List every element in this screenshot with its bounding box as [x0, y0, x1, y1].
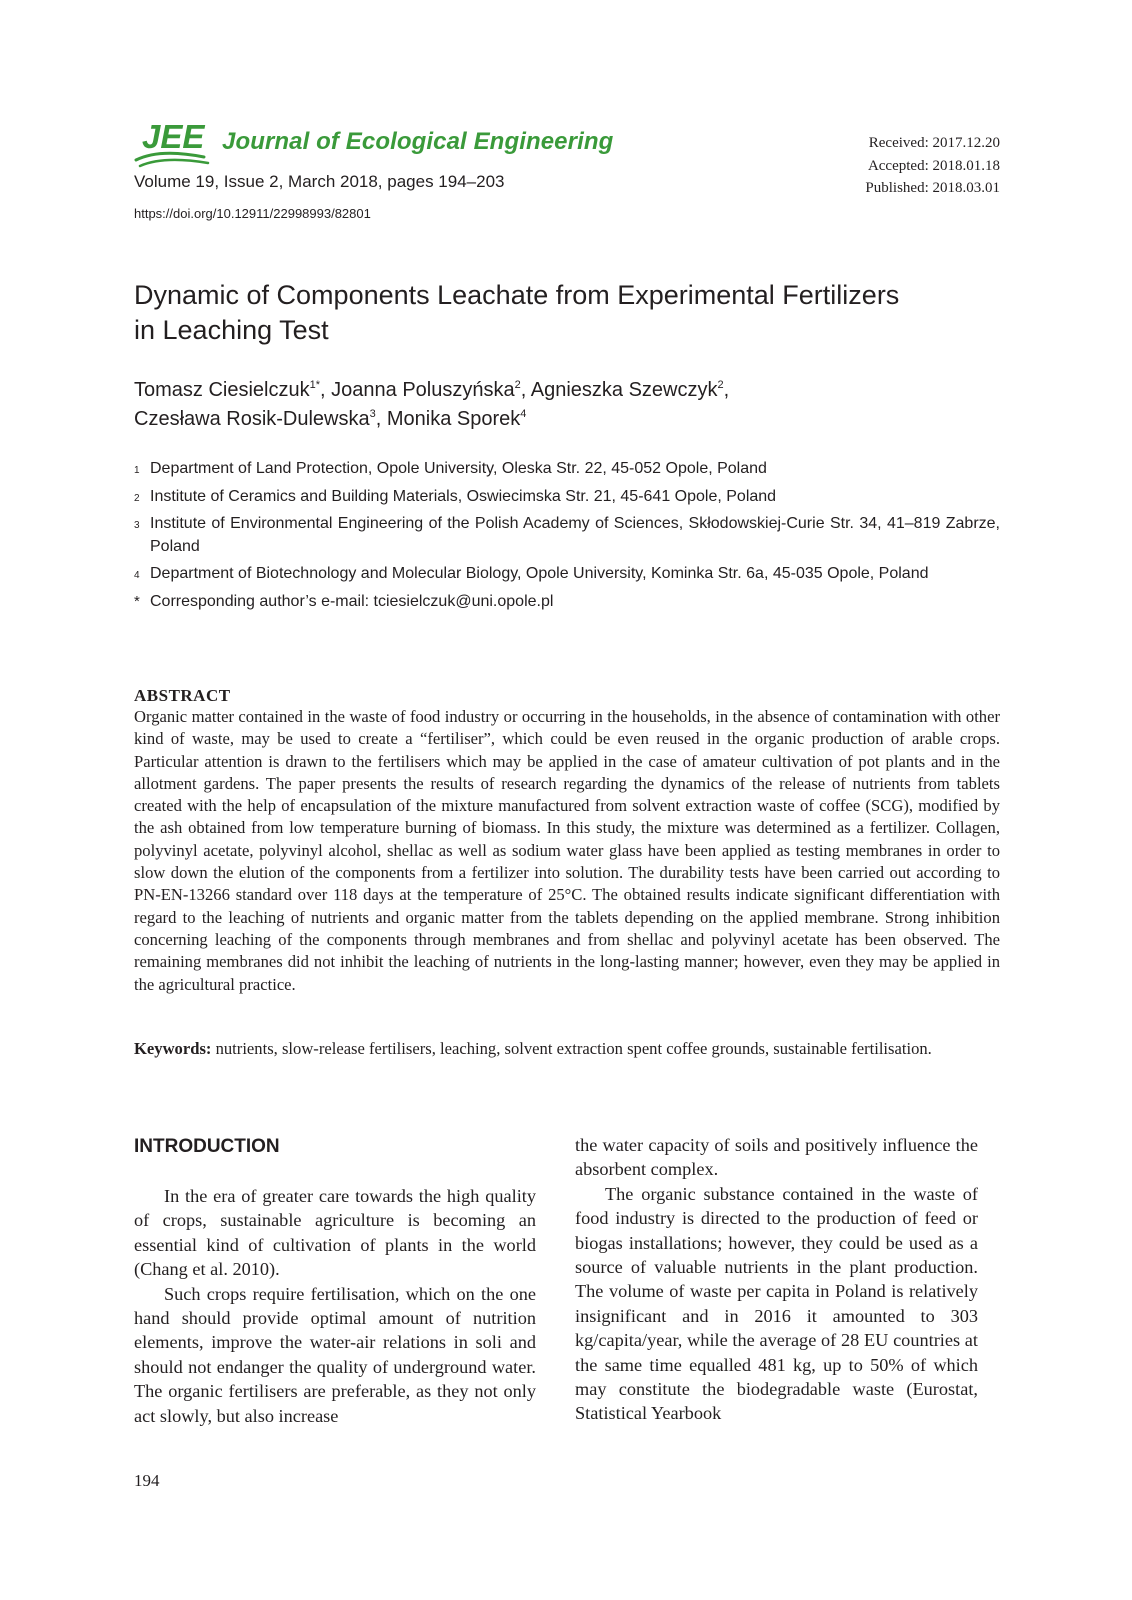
keywords-label: Keywords: — [134, 1039, 212, 1058]
body-paragraph: The organic substance contained in the waste of food industry is directed to the production of feed or biogas installations; however, they could be used as a source of valuable nutrients in the plant production. The volume of waste per capita in Poland is relatively insignificant and in 2016 it amounted to 303 kg/capita/year, while the average of 28 EU countries at the same time equalled 481 kg, up to 50% of which may constitute the biodegradable waste (Eurostat, Statistical Yearbook — [575, 1183, 978, 1424]
author-affiliation-marker: 2 — [717, 379, 724, 391]
author-name: Czesława Rosik-Dulewska — [134, 408, 370, 430]
received-date: Received: 2017.12.20 — [868, 135, 1000, 151]
jee-logo-icon — [134, 118, 216, 172]
author-separator: , — [375, 408, 387, 430]
corresponding-email[interactable]: Corresponding author’s e-mail: tciesielczuk@uni.opole.pl — [150, 592, 554, 610]
body-column-left — [134, 1134, 536, 1428]
affiliation-list — [134, 458, 1000, 618]
affiliation-item — [134, 486, 1000, 509]
author-affiliation-marker: 4 — [520, 408, 527, 420]
author-affiliation-marker: 1* — [309, 379, 321, 391]
title-line-2: in Leaching Test — [134, 315, 329, 345]
affiliation-item — [134, 563, 1000, 586]
publication-dates — [865, 132, 1000, 200]
abstract-text: Organic matter contained in the waste of food industry or occurring in the households, in the absence of contamination with other kind of waste, may be used to create a “fertiliser”, which could be even reused in the organic production of arable crops. Particular attention is drawn to the fertilisers which may be applied in the case of amateur cultivation of pot plants and in the allotment gardens. The paper presents the results of research regarding the dynamics of the release of nutrients from tablets created with the help of encapsulation of the mixture manufactured from solvent extraction waste of coffee (SCG), modified by the ash obtained from low temperature burning of biomass. In this study, the mixture was determined as a fertilizer. Collagen, polyvinyl acetate, polyvinyl alcohol, shellac as well as sodium water glass have been applied as testing membranes in order to slow down the elution of the components from a fertilizer into solution. The durability tests have been carried out according to PN-EN-13266 standard over 118 days at the temperature of 25°C. The obtained results indicate significant differentiation with regard to the leaching of nutrients and organic matter from the tablets depending on the applied membrane. Strong inhibition concerning leaching of the components through membranes and from shellac and polyvinyl acetate has been observed. The remaining membranes did not inhibit the leaching of nutrients in the long-lasting manner; however, even they may be applied in the agricultural practice. — [134, 707, 1000, 994]
author-affiliation-marker: 2 — [514, 379, 521, 391]
published-date: Published: 2018.03.01 — [865, 180, 1000, 196]
affiliation-marker: 2 — [134, 492, 140, 504]
author-name: Agnieszka Szewczyk — [530, 379, 718, 401]
keywords-text: nutrients, slow-release fertilisers, leaching, solvent extraction spent coffee grounds, sustainable fertilisation. — [211, 1039, 932, 1058]
body-paragraph: In the era of greater care towards the high quality of crops, sustainable agriculture is becoming an essential kind of cultivation of plants in the world (Chang et al. 2010). — [134, 1186, 536, 1280]
affiliation-text: Department of Land Protection, Opole University, Oleska Str. 22, 45-052 Opole, Poland — [150, 460, 767, 477]
author-name: Tomasz Ciesielczuk — [134, 379, 310, 401]
page-number: 194 — [134, 1471, 160, 1490]
body-paragraph: Such crops require fertilisation, which on the one hand should provide optimal amount of nutrition elements, improve the water-air relations in soli and should not endanger the quality of underground water. The organic fertilisers are preferable, as they not only act slowly, but also increase — [134, 1283, 536, 1426]
journal-logo — [134, 118, 216, 172]
affiliation-marker: 4 — [134, 570, 140, 581]
author-list — [134, 376, 994, 434]
affiliation-marker: 1 — [134, 465, 140, 476]
author-name: Joanna Poluszyńska — [331, 379, 515, 401]
affiliation-text: Institute of Environmental Engineering of the Polish Academy of Sciences, Skłodowskiej-Curie Str. 34, 41–819 Zabrze, Poland — [150, 515, 1000, 555]
journal-title: Journal of Ecological Engineering — [222, 128, 614, 155]
affiliation-marker: 3 — [134, 520, 140, 531]
doi-link[interactable]: https://doi.org/10.12911/22998993/82801 — [134, 206, 371, 221]
author-separator: , — [723, 379, 730, 401]
body-column-right — [575, 1133, 978, 1426]
title-line-1: Dynamic of Components Leachate from Experimental Fertilizers — [134, 280, 900, 310]
corresponding-marker: * — [134, 592, 140, 610]
author-affiliation-marker: 3 — [369, 408, 376, 420]
volume-issue: Volume 19, Issue 2, March 2018, pages 194–203 — [134, 172, 505, 191]
affiliation-item — [134, 458, 1000, 481]
abstract-section — [134, 686, 1000, 996]
author-name: Monika Sporek — [386, 408, 521, 430]
paper-title — [134, 278, 994, 348]
affiliation-text: Institute of Ceramics and Building Materials, Oswiecimska Str. 21, 45-641 Opole, Poland — [150, 487, 777, 505]
journal-header — [134, 118, 1000, 228]
author-separator: , — [320, 379, 332, 401]
logo-text: JEE — [142, 118, 205, 155]
keywords — [134, 1037, 979, 1061]
affiliation-item — [134, 513, 1000, 558]
abstract-heading: ABSTRACT — [134, 686, 231, 705]
affiliation-text: Department of Biotechnology and Molecular Biology, Opole University, Kominka Str. 6a, 45-035 Opole, Poland — [150, 565, 929, 582]
author-separator: , — [520, 379, 531, 401]
body-paragraph: the water capacity of soils and positively influence the absorbent complex. — [575, 1135, 978, 1180]
accepted-date: Accepted: 2018.01.18 — [867, 157, 1000, 174]
corresponding-author — [134, 591, 1000, 614]
introduction-heading: INTRODUCTION — [134, 1136, 280, 1157]
